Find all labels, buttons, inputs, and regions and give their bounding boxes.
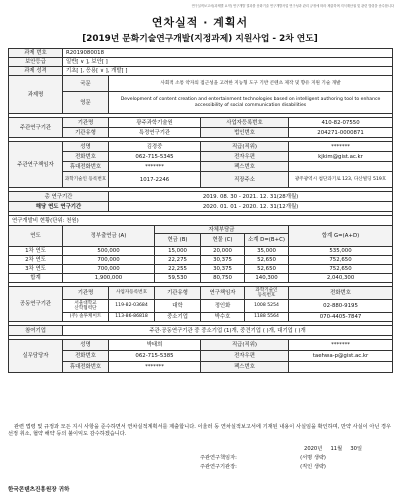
budget-kind: 30,375 bbox=[201, 256, 245, 265]
document-title: 연차실적 · 계획서 bbox=[151, 16, 249, 29]
coop-row bbox=[9, 313, 393, 322]
budget-total: 752,650 bbox=[289, 256, 393, 265]
director-sci-label: 과학기술인 등록번호 bbox=[63, 172, 109, 188]
coop-name-header: 기관명 bbox=[63, 287, 109, 300]
director-phone-label: 전화번호 bbox=[63, 152, 109, 162]
business-reg-label: 사업자등록번호 bbox=[201, 118, 289, 128]
institution-label: 주관연구기관 bbox=[9, 118, 63, 138]
director-sci: 1017-2246 bbox=[109, 172, 201, 188]
coop-type-header: 기관유형 bbox=[155, 287, 201, 300]
budget-total: 535,000 bbox=[289, 247, 393, 256]
document-subtitle: [2019년 문화기술연구개발(지정과제) 지원사업 - 2차 연도] bbox=[82, 34, 318, 44]
project-name-label: 과제명 bbox=[9, 76, 63, 114]
coop-name: (주) 솔투케이트 bbox=[63, 313, 109, 322]
nature-label: 과제 성격 bbox=[9, 67, 63, 76]
coop-director-header: 연구책임자 bbox=[201, 287, 245, 300]
coop-director: 박수호 bbox=[201, 313, 245, 322]
recipient-agency: 한국콘텐츠진흥원장 귀하 bbox=[8, 487, 70, 493]
budget-gov: 500,000 bbox=[63, 247, 155, 256]
manager-mobile: ******* bbox=[109, 362, 201, 373]
coop-type: 대학 bbox=[155, 300, 201, 313]
budget-kind: 80,750 bbox=[201, 274, 245, 283]
manager-name: 박태희 bbox=[109, 340, 201, 351]
coop-label: 공동연구기관 bbox=[9, 287, 63, 322]
budget-total: 752,650 bbox=[289, 265, 393, 274]
date-month: 11월 bbox=[330, 446, 343, 452]
budget-row bbox=[9, 265, 393, 274]
coop-row bbox=[9, 300, 393, 313]
budget-cash: 15,000 bbox=[155, 247, 201, 256]
coop-reg: 113-86-86818 bbox=[109, 313, 155, 322]
coop-reg: 119-82-03684 bbox=[109, 300, 155, 313]
current-period-label: 해당 연도 연구기간 bbox=[9, 202, 109, 212]
budget-kind: 20,000 bbox=[201, 247, 245, 256]
budget-gov-header: 정부출연금 (A) bbox=[63, 226, 155, 247]
budget-kind: 30,375 bbox=[201, 265, 245, 274]
budget-year: 3차 연도 bbox=[9, 265, 63, 274]
director-mobile-label: 휴대전화번호 bbox=[63, 162, 109, 172]
budget-total-header: 합계 G=(A+D) bbox=[289, 226, 393, 247]
date-year: 2020년 bbox=[304, 446, 323, 452]
budget-year: 1차 연도 bbox=[9, 247, 63, 256]
budget-cash: 22,255 bbox=[155, 265, 201, 274]
director-signature-line bbox=[200, 455, 390, 462]
director-email: kjkim@gist.ac.kr bbox=[289, 152, 393, 162]
project-name-korean: 사회적 소통 약자의 접근성을 고려한 지능형 도구 기반 콘텐츠 제작 및 향유 지원 기술 개발 bbox=[109, 76, 393, 92]
budget-cash: 59,530 bbox=[155, 274, 201, 283]
coop-sci-header: 과학기술인 등록번호 bbox=[245, 287, 289, 300]
total-period: 2019. 08. 30 - 2021. 12. 31(28개월) bbox=[109, 192, 393, 202]
budget-sub-header: 소계 D=(B+C) bbox=[245, 234, 289, 247]
institution-name: 광주과학기술원 bbox=[109, 118, 201, 128]
korean-label: 국문 bbox=[63, 76, 109, 92]
manager-fax bbox=[289, 362, 393, 373]
date-day: 30일 bbox=[350, 446, 362, 452]
budget-year-header: 연도 bbox=[9, 226, 63, 247]
header-note: 연구실적보고서(과제별 요약) 연구개발 결과를 문화기술 연구개발사업 연구성과 관리 규정에 따라 제출하며 지식재산권 및 관련 법령을 준수합니다 bbox=[191, 4, 394, 8]
director-address: 광주광역시 첨단과기로 123, 다산빌딩 519호 bbox=[289, 172, 393, 188]
total-period-label: 총 연구기간 bbox=[9, 192, 109, 202]
head-line-label: 주관연구기관장: bbox=[200, 464, 237, 470]
budget-kind-header: 현물 (C) bbox=[201, 234, 245, 247]
coop-type: 중소기업 bbox=[155, 313, 201, 322]
project-nature: 기초[ ], 응용[ ∨ ], 개발[ ] bbox=[63, 67, 393, 76]
coop-name: 서울대학교 산학협력단 bbox=[63, 300, 109, 313]
project-number-label: 과제 번호 bbox=[9, 49, 63, 58]
budget-gov: 700,000 bbox=[63, 265, 155, 274]
director-phone: 062-715-5345 bbox=[109, 152, 201, 162]
budget-caption: 연구개발비 현황(단위: 천원) bbox=[9, 216, 393, 226]
budget-year: 합계 bbox=[9, 274, 63, 283]
manager-phone: 062-715-5385 bbox=[109, 351, 201, 362]
head-signature-line bbox=[200, 464, 390, 471]
business-reg-number: 410-82-07550 bbox=[289, 118, 393, 128]
director-mobile: ******* bbox=[109, 162, 201, 172]
signature-date bbox=[8, 446, 392, 453]
director-sign: (서명 생략) bbox=[300, 455, 326, 461]
budget-year: 2차 연도 bbox=[9, 256, 63, 265]
budget-row bbox=[9, 256, 393, 265]
budget-private-header: 자체부담금 bbox=[155, 226, 289, 234]
director-label: 주관연구책임자 bbox=[9, 142, 63, 188]
director-line-label: 주관연구책임자: bbox=[200, 455, 237, 461]
security-level: 일반[ ∨ ], 보안[ ] bbox=[63, 58, 393, 67]
director-email-label: 전자우편 bbox=[201, 152, 289, 162]
director-address-label: 직장주소 bbox=[201, 172, 289, 188]
institution-type: 특정연구기관 bbox=[109, 128, 201, 138]
corp-number-label: 법인번호 bbox=[201, 128, 289, 138]
current-period: 2020. 01. 01 - 2020. 12. 31(12개월) bbox=[109, 202, 393, 212]
participants-label: 참여기업 bbox=[9, 326, 63, 336]
director-name: 김경중 bbox=[109, 142, 201, 152]
director-fax-label: 팩스번호 bbox=[201, 162, 289, 172]
director-name-label: 성명 bbox=[63, 142, 109, 152]
manager-email-label: 전자우편 bbox=[201, 351, 289, 362]
director-position: ******* bbox=[289, 142, 393, 152]
participants-text: 주관·공동연구기관 중 중소기업 (1)개, 중견기업 ( )개, 대기업 ( )개 bbox=[63, 326, 393, 336]
project-number: R2019080018 bbox=[63, 49, 393, 58]
manager-position-label: 직급(직위) bbox=[201, 340, 289, 351]
budget-sub: 52,650 bbox=[245, 256, 289, 265]
institution-name-label: 기관명 bbox=[63, 118, 109, 128]
coop-reg-header: 사업자등록번호 bbox=[109, 287, 155, 300]
budget-gov: 1,900,000 bbox=[63, 274, 155, 283]
budget-row bbox=[9, 247, 393, 256]
coop-sci: 1008 5254 bbox=[245, 300, 289, 313]
director-position-label: 직급(직위) bbox=[201, 142, 289, 152]
coop-sci: 1188 5564 bbox=[245, 313, 289, 322]
manager-fax-label: 팩스번호 bbox=[201, 362, 289, 373]
coop-phone-header: 전화번호 bbox=[289, 287, 393, 300]
budget-sub: 52,650 bbox=[245, 265, 289, 274]
director-fax bbox=[289, 162, 393, 172]
manager-label: 실무담당자 bbox=[9, 340, 63, 373]
manager-mobile-label: 휴대전화번호 bbox=[63, 362, 109, 373]
budget-sub: 140,300 bbox=[245, 274, 289, 283]
report-form bbox=[8, 48, 393, 373]
head-sign: (직인 생략) bbox=[300, 464, 326, 470]
budget-sub: 35,000 bbox=[245, 247, 289, 256]
declaration-text: 관련 법령 및 규정과 모든 지시 사항을 준수하면서 연차실적계획서를 제출합니다. 이울러 동 연차실적보고서에 기재된 내용이 사실임을 확인하며, 만약 사실이 아닌 경우 선정 취소, 협약 해약 등의 불이익도 감수하겠습니다. bbox=[8, 424, 392, 437]
budget-cash: 22,275 bbox=[155, 256, 201, 265]
budget-gov: 700,000 bbox=[63, 256, 155, 265]
corp-number: 204271-0000871 bbox=[289, 128, 393, 138]
coop-phone: 02-880-9195 bbox=[289, 300, 393, 313]
coop-phone: 070-4405-7847 bbox=[289, 313, 393, 322]
manager-phone-label: 전화번호 bbox=[63, 351, 109, 362]
budget-row bbox=[9, 274, 393, 283]
institution-type-label: 기관유형 bbox=[63, 128, 109, 138]
coop-director: 정인화 bbox=[201, 300, 245, 313]
project-name-english: Development of content creation and entertainment technologies based on intelligent authoring tool to enhance accessibility of social communication disabilities bbox=[109, 92, 393, 114]
manager-name-label: 성명 bbox=[63, 340, 109, 351]
english-label: 영문 bbox=[63, 92, 109, 114]
budget-cash-header: 현금 (B) bbox=[155, 234, 201, 247]
budget-total: 2,040,300 bbox=[289, 274, 393, 283]
security-label: 보안등급 bbox=[9, 58, 63, 67]
manager-email: taehwa-p@gist.ac.kr bbox=[289, 351, 393, 362]
manager-position: ******* bbox=[289, 340, 393, 351]
